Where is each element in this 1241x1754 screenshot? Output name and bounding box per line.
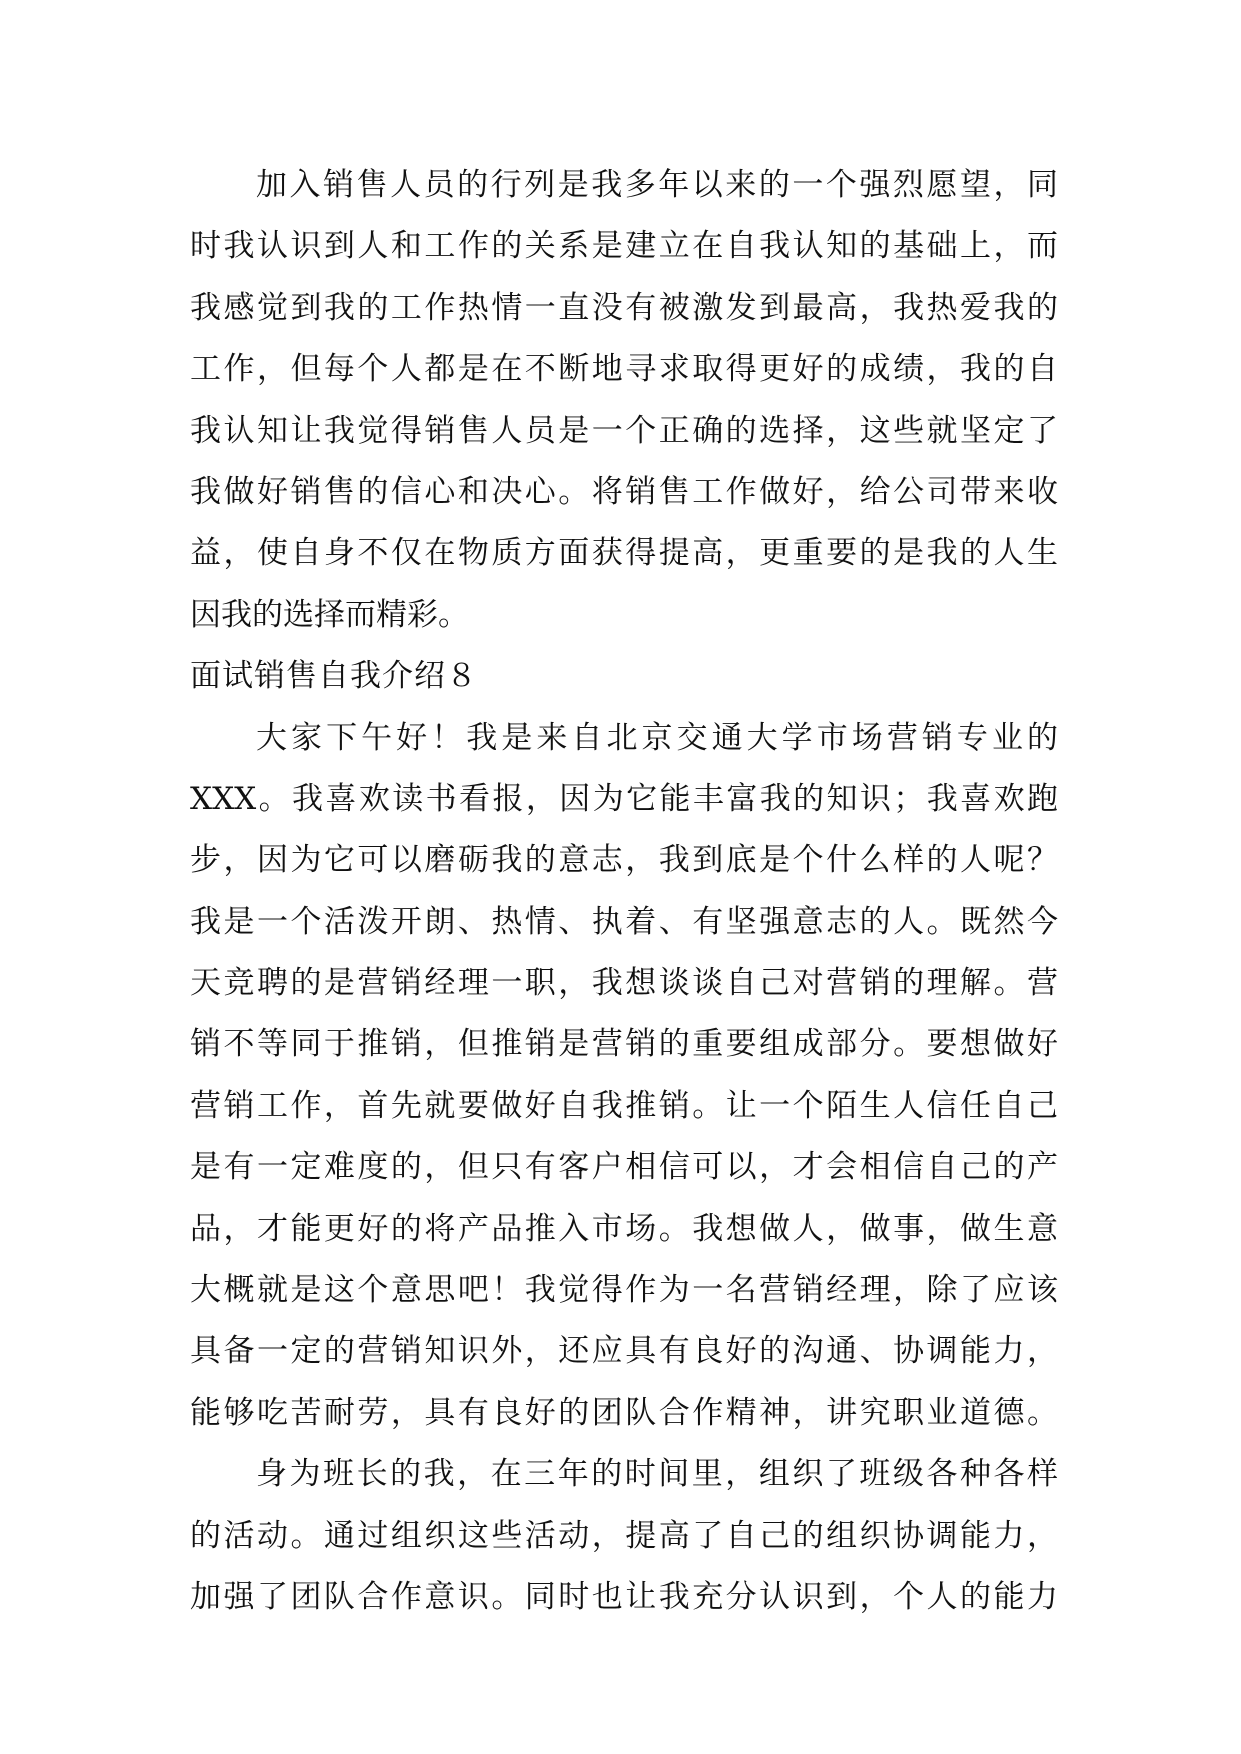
- paragraph-line: 销不等同于推销，但推销是营销的重要组成部分。要想做好: [190, 1026, 1058, 1063]
- paragraph-line: 营销工作，首先就要做好自我推销。让一个陌生人信任自己: [190, 1087, 1058, 1124]
- paragraph-line: XXX。我喜欢读书看报，因为它能丰富我的知识；我喜欢跑: [190, 780, 1058, 817]
- paragraph-line: 我是一个活泼开朗、热情、执着、有坚强意志的人。既然今: [190, 903, 1058, 940]
- paragraph-line: 天竞聘的是营销经理一职，我想谈谈自己对营销的理解。营: [190, 965, 1058, 1002]
- paragraph-line: 具备一定的营销知识外，还应具有良好的沟通、协调能力，: [190, 1333, 1058, 1370]
- paragraph-2: [190, 708, 1058, 1445]
- paragraph-line: 时我认识到人和工作的关系是建立在自我认知的基础上，而: [190, 228, 1058, 265]
- paragraph-line: 加强了团队合作意识。同时也让我充分认识到，个人的能力: [190, 1578, 1058, 1615]
- document-body: [190, 155, 1058, 1628]
- paragraph-line: 的活动。通过组织这些活动，提高了自己的组织协调能力，: [190, 1517, 1058, 1554]
- paragraph-line: 因我的选择而精彩。: [190, 596, 469, 633]
- paragraph-line: 大家下午好！我是来自北京交通大学市场营销专业的: [256, 719, 1058, 756]
- paragraph-line: 品，才能更好的将产品推入市场。我想做人，做事，做生意: [190, 1210, 1058, 1247]
- paragraph-line: 大概就是这个意思吧！我觉得作为一名营销经理，除了应该: [190, 1272, 1058, 1309]
- paragraph-1: [190, 155, 1058, 646]
- paragraph-line: 是有一定难度的，但只有客户相信可以，才会相信自己的产: [190, 1149, 1058, 1186]
- paragraph-line: 身为班长的我，在三年的时间里，组织了班级各种各样: [256, 1456, 1058, 1493]
- section-heading: 面试销售自我介绍８: [190, 658, 478, 695]
- paragraph-3: [190, 1444, 1058, 1628]
- paragraph-line: 能够吃苦耐劳，具有良好的团队合作精神，讲究职业道德。: [190, 1394, 1058, 1431]
- paragraph-line: 加入销售人员的行列是我多年以来的一个强烈愿望，同: [256, 167, 1058, 203]
- paragraph-line: 益，使自身不仅在物质方面获得提高，更重要的是我的人生: [190, 535, 1058, 572]
- paragraph-line: 我做好销售的信心和决心。将销售工作做好，给公司带来收: [190, 473, 1058, 510]
- paragraph-line: 工作，但每个人都是在不断地寻求取得更好的成绩，我的自: [190, 351, 1058, 388]
- paragraph-line: 我认知让我觉得销售人员是一个正确的选择，这些就坚定了: [190, 412, 1058, 449]
- paragraph-line: 我感觉到我的工作热情一直没有被激发到最高，我热爱我的: [190, 289, 1058, 326]
- paragraph-line: 步，因为它可以磨砺我的意志，我到底是个什么样的人呢？: [190, 842, 1058, 879]
